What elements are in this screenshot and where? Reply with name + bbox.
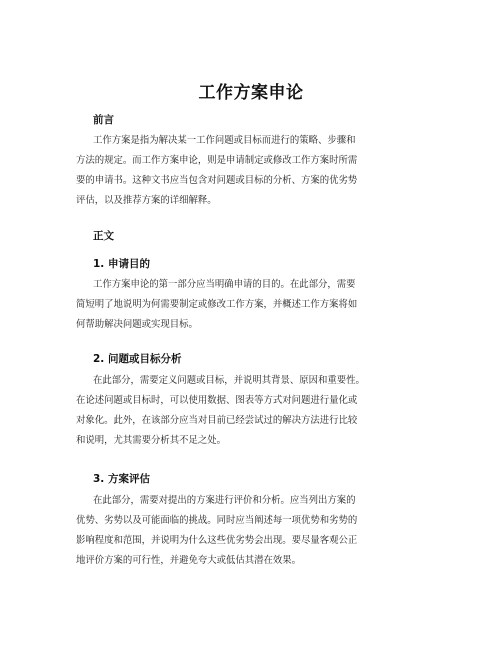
paragraph-line: 简短明了地说明为何需要制定或修改工作方案，并概述工作方案将如 (76, 299, 358, 310)
paragraph-line: 工作方案申论的第一部分应当明确申请的目的。在此部分，需要 (93, 279, 356, 290)
section-heading-body: 正文 (93, 230, 114, 242)
paragraph-line: 在论述问题或目标时，可以使用数据、图表等方式对问题进行量化或 (76, 395, 358, 406)
paragraph-line: 和说明，尤其需要分析其不足之处。 (76, 435, 227, 446)
paragraph-line: 何帮助解决问题或实现目标。 (76, 319, 198, 330)
section-heading-preface: 前言 (93, 114, 114, 126)
section-heading-analysis: 2. 问题或目标分析 (93, 353, 182, 365)
paragraph-line: 在此部分，需要对提出的方案进行评价和分析。应当列出方案的 (93, 495, 356, 506)
section-heading-purpose: 1. 申请目的 (93, 258, 150, 270)
paragraph-line: 对象化。此外，在该部分应当对目前已经尝试过的解决方法进行比较 (76, 415, 358, 426)
paragraph-line: 影响程度和范围，并说明为什么这些优劣势会出现。要尽量客观公正 (76, 535, 358, 546)
paragraph-line: 评估，以及推荐方案的详细解释。 (76, 195, 217, 206)
paragraph-line: 地评价方案的可行性，并避免夸大或低估其潜在效果。 (76, 555, 302, 566)
paragraph-line: 在此部分，需要定义问题或目标，并说明其背景、原因和重要性。 (93, 375, 365, 386)
paragraph-line: 要的申请书。这种文书应当包含对问题或目标的分析、方案的优劣势 (76, 175, 358, 186)
paragraph-line: 方法的规定。而工作方案申论，则是申请制定或修改工作方案时所需 (76, 155, 358, 166)
paragraph-line: 工作方案是指为解决某一工作问题或目标而进行的策略、步骤和 (93, 135, 356, 146)
paragraph-line: 优势、劣势以及可能面临的挑战。同时应当阐述每一项优势和劣势的 (76, 515, 358, 526)
document-title: 工作方案申论 (198, 83, 304, 103)
section-heading-evaluation: 3. 方案评估 (93, 473, 150, 485)
